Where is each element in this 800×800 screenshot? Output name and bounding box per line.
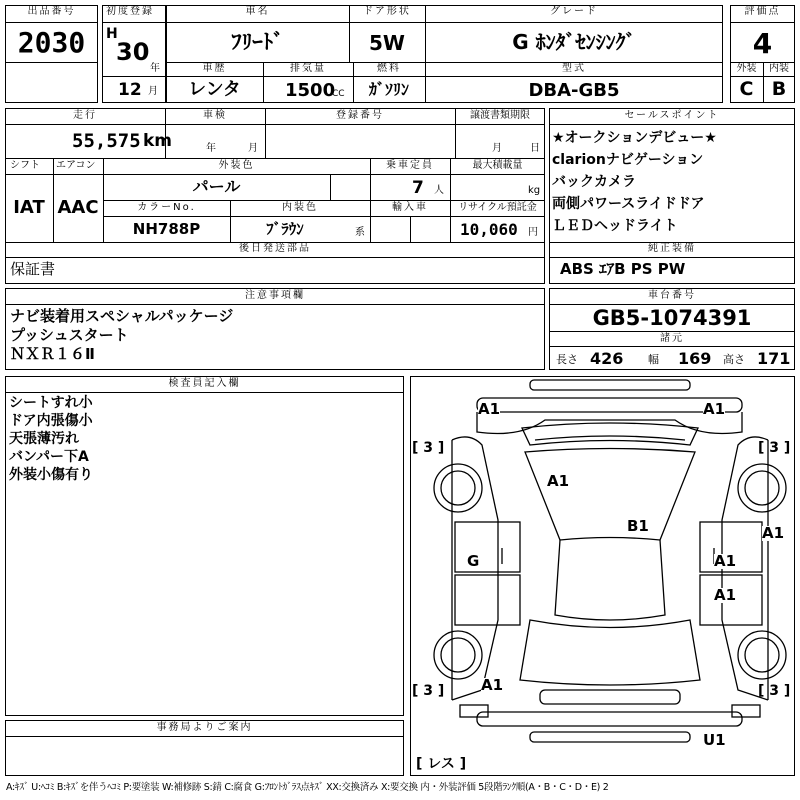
mileage: 55,575 — [72, 130, 141, 152]
documents-day-unit: 日 — [530, 143, 540, 154]
fuel-label: 燃料 — [377, 63, 401, 74]
note-line: プッシュスタート — [10, 326, 129, 344]
cc-unit: CC — [332, 89, 345, 99]
note-line: ナビ装着用スペシャルパッケージ — [10, 307, 234, 325]
height-label: 高さ — [723, 353, 745, 366]
note-line: ＮＸＲ１６Ⅱ — [10, 345, 95, 363]
model-code: DBA-GB5 — [528, 80, 620, 101]
chassis-number-label: 車台番号 — [648, 290, 696, 301]
grade: G ﾎﾝﾀﾞｾﾝｼﾝｸﾞ — [512, 30, 636, 54]
damage-mark: A1 — [714, 586, 737, 604]
sales-points-label: セールスポイント — [624, 110, 720, 121]
sales-point-item: ★オークションデビュー★ — [552, 130, 717, 146]
registration-month: 12 — [118, 80, 142, 100]
recycle-fee-label: リサイクル預託金 — [458, 202, 537, 213]
damage-mark: G — [467, 552, 480, 570]
inspector-note-line: 外装小傷有り — [9, 467, 93, 483]
damage-mark: U1 — [703, 731, 726, 749]
sales-point-item: 両側パワースライドドア — [552, 196, 705, 212]
exterior-label: 外装 — [736, 63, 757, 74]
damage-mark: A1 — [547, 472, 570, 490]
exterior-color: パール — [192, 177, 241, 196]
length: 426 — [590, 349, 624, 368]
plate-number-label: 登録番号 — [336, 110, 384, 121]
exterior-grade: C — [739, 78, 754, 100]
sales-point-item: ＬＥＤヘッドライト — [552, 218, 678, 234]
seats-label: 乗車定員 — [386, 160, 434, 171]
grade-label: グレード — [550, 6, 598, 17]
history-label: 車歴 — [202, 63, 227, 74]
notes-label: 注意事項欄 — [245, 290, 305, 301]
displacement: 1500 — [285, 80, 336, 101]
inspector-note-line: ドア内張傷小 — [9, 413, 93, 429]
inspector-note-line: シートすれ小 — [9, 395, 93, 411]
inspection-year-unit: 年 — [206, 143, 216, 154]
door-type: 5W — [369, 31, 405, 55]
inspection-label: 車検 — [203, 110, 227, 121]
car-name: ﾌﾘｰﾄﾞ — [231, 30, 284, 54]
mileage-unit: km — [143, 131, 173, 151]
inspection-month-unit: 月 — [248, 143, 258, 154]
sales-point-item: バックカメラ — [552, 174, 636, 190]
interior-color-suffix: 系 — [355, 227, 365, 238]
later-parts-label: 後日発送部品 — [239, 243, 311, 254]
history: レンタ — [188, 79, 241, 100]
tire-depth-mark: [ 3 ] — [758, 440, 791, 456]
max-load-label: 最大積載量 — [472, 160, 523, 171]
lot-number-label: 出品番号 — [27, 6, 76, 17]
damage-mark: A1 — [762, 524, 785, 542]
year-unit: 年 — [150, 63, 160, 74]
tire-depth-mark: [ 3 ] — [758, 683, 791, 699]
documents-deadline-label: 譲渡書類期限 — [470, 110, 530, 121]
genuine-equipment-label: 純正装備 — [648, 243, 696, 254]
specs-label: 諸元 — [660, 333, 684, 344]
color-number-label: カラーNo. — [137, 202, 196, 213]
color-number: NH788P — [132, 220, 201, 238]
car-diagram-box — [410, 376, 795, 776]
inspector-note-line: 天張薄汚れ — [9, 431, 79, 447]
lot-number: 2030 — [17, 26, 86, 59]
recycle-fee: 10,060 — [460, 220, 518, 239]
displacement-label: 排気量 — [290, 63, 326, 74]
documents-month-unit: 月 — [492, 143, 502, 154]
height: 171 — [757, 349, 791, 368]
shift: IAT — [13, 197, 45, 218]
max-load-unit: kg — [528, 185, 541, 196]
era-letter: H — [106, 26, 118, 42]
chassis-number: GB5-1074391 — [592, 306, 752, 330]
registration-year: 30 — [116, 38, 150, 66]
spare-tire-mark: [ レス ] — [416, 756, 467, 772]
recycle-fee-unit: 円 — [528, 227, 538, 238]
car-name-label: 車名 — [245, 6, 270, 17]
fuel: ｶﾞｿﾘﾝ — [368, 80, 409, 99]
office-notice-label: 事務局よりご案内 — [156, 722, 253, 733]
later-parts: 保証書 — [10, 260, 56, 278]
exterior-color-label: 外装色 — [218, 160, 255, 171]
damage-mark: A1 — [703, 400, 726, 418]
interior-color-label: 内装色 — [282, 202, 318, 213]
month-unit: 月 — [148, 86, 158, 97]
model-label: 型式 — [562, 63, 586, 74]
damage-mark: A1 — [714, 552, 737, 570]
aircon-label: エアコン — [56, 160, 96, 171]
interior-label: 内装 — [769, 63, 789, 74]
damage-mark: A1 — [481, 676, 504, 694]
shift-label: シフト — [10, 160, 40, 171]
genuine-equipment: ABS ｴｱB PS PW — [560, 260, 686, 278]
overall-score: 4 — [752, 27, 773, 60]
score-label: 評価点 — [744, 6, 781, 17]
first-registration-label: 初度登録 — [106, 6, 154, 17]
damage-mark: A1 — [478, 400, 501, 418]
aircon: AAC — [57, 197, 99, 218]
import-label: 輸入車 — [392, 202, 428, 213]
inspector-notes-label: 検査員記入欄 — [168, 378, 241, 389]
mileage-label: 走行 — [73, 110, 97, 121]
length-label: 長さ — [556, 353, 578, 366]
tire-depth-mark: [ 3 ] — [412, 440, 445, 456]
tire-depth-mark: [ 3 ] — [412, 683, 445, 699]
inspector-note-line: バンパー下A — [9, 449, 89, 465]
damage-mark: B1 — [627, 517, 649, 535]
seats-unit: 人 — [434, 185, 444, 196]
legend: A:ｷｽﾞ U:ﾍｺﾐ B:ｷｽﾞを伴うﾍｺﾐ P:要塗装 W:補修跡 S:錆 C:腐食 G:ﾌﾛﾝﾄｶﾞﾗｽ点ｷｽﾞ XX:交換済み X:要交換 内・外装評価 5段階ﾗﾝｸ順(A・B・C・D・E) 2 — [6, 782, 609, 793]
interior-grade: B — [771, 78, 787, 100]
width-label: 幅 — [648, 353, 659, 366]
door-type-label: ドア形状 — [363, 6, 411, 17]
interior-color: ﾌﾞﾗｳﾝ — [266, 220, 304, 238]
seats: 7 — [412, 178, 424, 198]
sales-point-item: clarionナビゲーション — [552, 152, 704, 168]
width: 169 — [678, 349, 712, 368]
